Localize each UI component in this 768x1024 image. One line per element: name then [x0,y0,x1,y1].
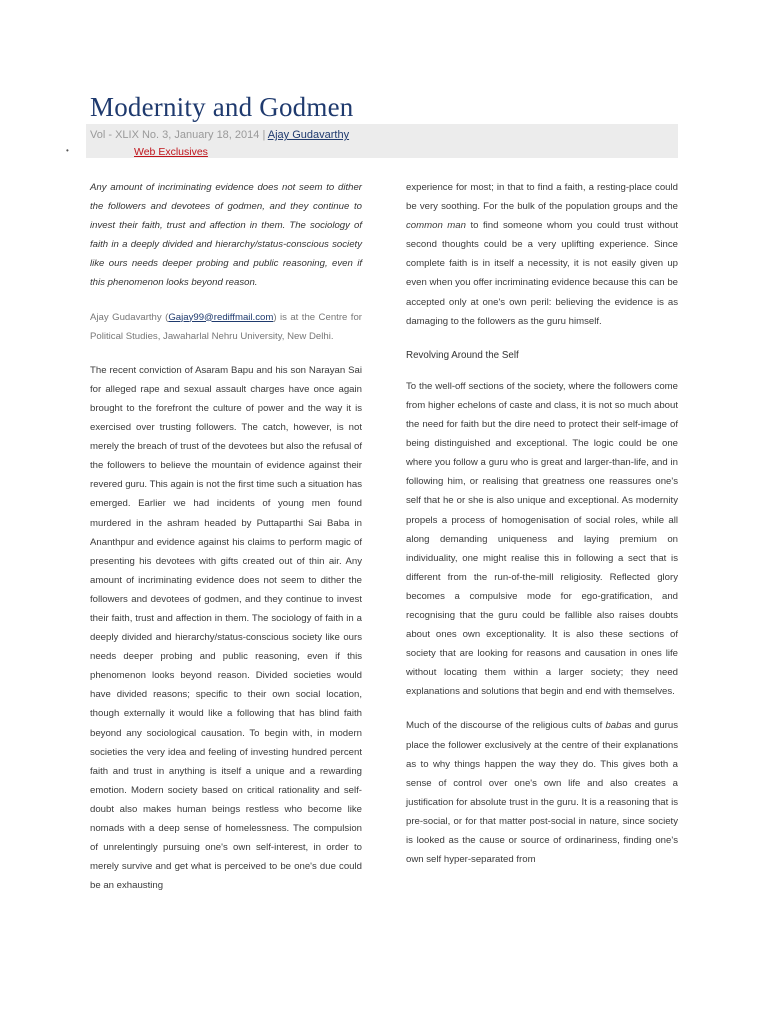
emphasis: common man [406,220,466,232]
author-bio-name: Ajay Gudavarthy ( [90,311,169,323]
abstract: Any amount of incriminating evidence does not seem to dither the followers and devotees of godmen, and they continue to invest their faith, trust and affection in them. The sociology of faith in a deeply divided and hierarchy/status-conscious society like ours needs deeper probing and public reasoning, even if this phenomenon looks beyond reason. [90,182,362,289]
author-bio [90,308,362,346]
body-paragraph [406,178,678,331]
text-run: experience for most; in that to find a faith, a resting-place could be very soothing. For the bulk of the population groups and the [406,182,678,213]
text-run: to find someone whom you could trust without second thoughts could be a very uplifting experience. Since complete faith is in itself a necessity, it is not easily given up even when you offer incriminating evidence because this can be accepted only at one's own peril: believing the evidence is as damaging to the followers as the guru himself. [406,220,678,327]
author-email-link[interactable]: Gajay99@rediffmail.com [168,311,274,323]
body-paragraph: The recent conviction of Asaram Bapu and his son Narayan Sai for alleged rape and sexual assault charges have once again brought to the forefront the culture of power and the way it is exercised over trusting followers. The catch, however, is not merely the breach of trust of the devotees but also the refusal of the followers to believe the mountain of evidence against their revered guru. This again is not the first time such a situation has emerged. Earlier we had incidents of young men found murdered in the ashram headed by Puttaparthi Sai Baba in Ananthpur and evidence against his claims to perform magic of presenting his devotees with gifts created out of thin air. Any amount of incriminating evidence does not seem to dither the followers and devotees of godmen, and they continue to invest their faith, trust and affection in them. The sociology of faith in a deeply divided and hierarchy/status-conscious society like ours needs deeper probing and public reasoning, even if this phenomenon looks beyond reason. Divided societies would have divided reasons; specific to their own social location, though externally it would like a following that has blind faith beyond any sociological causation. To begin with, in modern societies the very idea and feeling of investing hundred percent faith and trust in anything is itself a unique and a rewarding emotion. Modern society based on critical rationality and self-doubt also makes human beings restless who become like nomads with a deep sense of homelessness. The compulsion of unrelentingly pursuing one's own self-interest, in order to merely survive and get what is perceived to be one's due could be an exhausting [90,364,362,892]
author-bio-affiliation: ) is at the Centre for Political Studies, Jawaharlal Nehru University, New Delhi. [90,311,362,342]
article-title: Modernity and Godmen [90,92,354,122]
left-column [90,178,362,910]
issue-info: Vol - XLIX No. 3, January 18, 2014 | [90,129,268,141]
author-link[interactable]: Ajay Gudavarthy [267,129,350,141]
bullet-icon: • [66,146,69,155]
body-paragraph: To the well-off sections of the society, where the followers come from higher echelons of caste and class, it is not so much about the need for faith but the dire need to protect their self-image of being distinguished and exceptional. The logic could be one where you follow a guru who is great and larger-than-life, and in following him, or realising that greatness one reassures one's self that he or she is also unique and exceptional. As modernity propels a process of homogenisation of social roles, while all along demanding uniqueness and laying premium on individuality, one might realise this in following a sect that is different from the run-of-the-mill religiosity. Reflected glory becomes a compulsive mode for ego-gratification, and recognising that the guru could be fallible also raises doubts about ones own exceptionality. It is also these sections of society that are looking for reasons and causation in ones life without locating them within a larger society; they need explanations and solutions that begin and end with themselves. [406,380,678,698]
emphasis: babas [605,720,632,732]
section-heading: Revolving Around the Self [406,349,519,361]
article-meta [90,129,349,141]
right-column [406,178,678,884]
text-run: Much of the discourse of the religious cults of [406,720,606,732]
body-paragraph [406,716,678,869]
section-link-web-exclusives[interactable]: Web Exclusives [134,146,208,158]
text-run: and gurus place the follower exclusively at the centre of their explanations as to why things happen the way they do. This gives both a sense of control over one's own life and also creates a justification for absolute trust in the guru. It is a reasoning that is pre-social, or for that matter post-social in nature, since society is looked as the cause or source of ordinariness, finding one's own self hyper-separated from [406,720,678,866]
